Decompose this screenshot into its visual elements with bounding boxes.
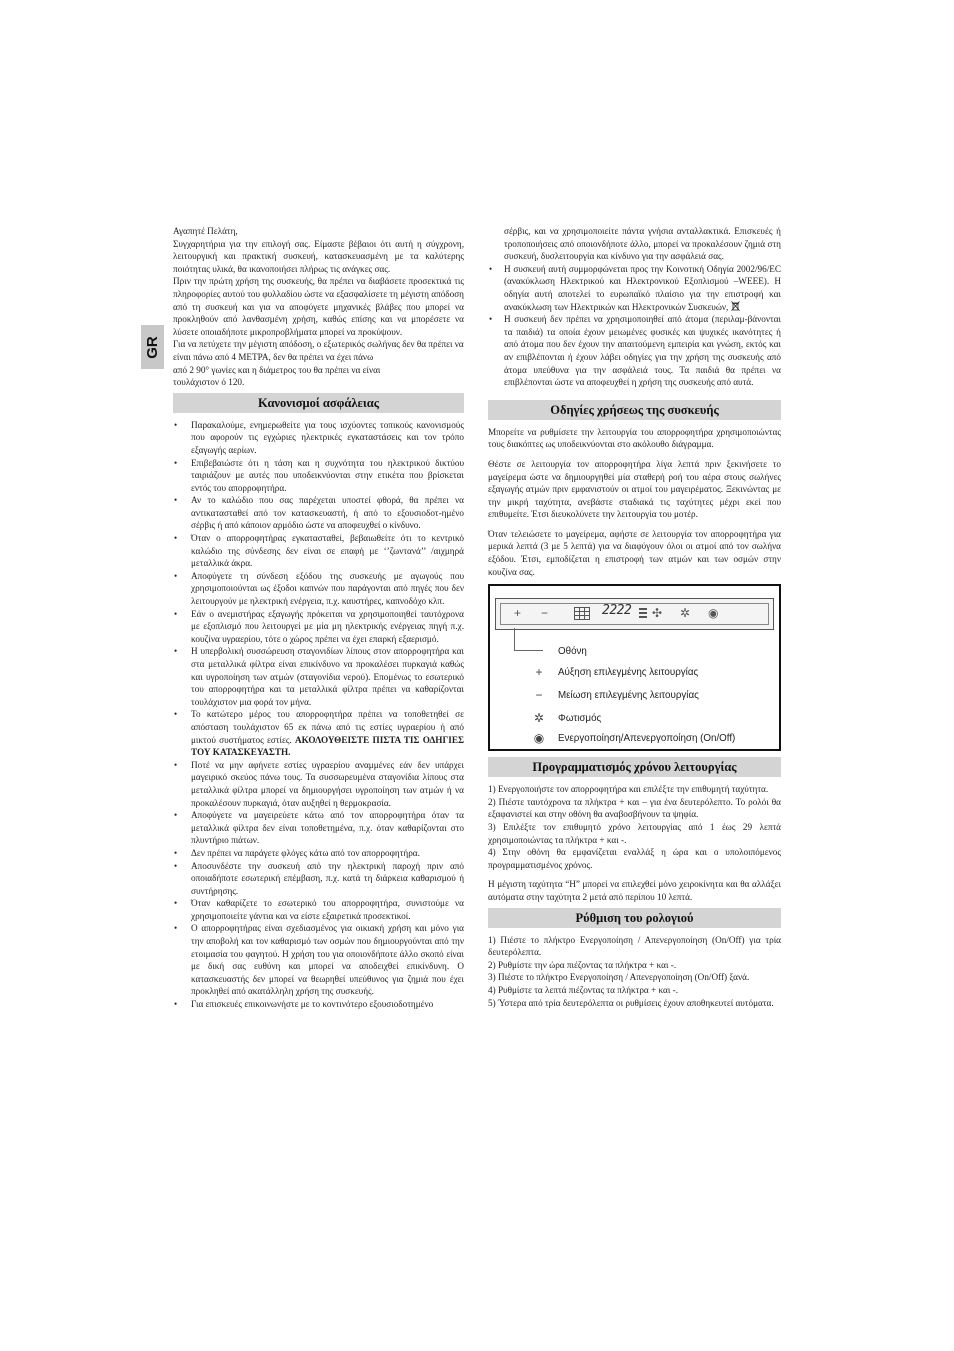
- display-grid-icon: [574, 607, 590, 620]
- safety-item: • Εάν ο ανεμιστήρας εξαγωγής πρόκειται να χρησιμοποιηθεί ταυτόχρονα με εξοπλισμό που λειτουργεί με μία μη ηλεκτρικής ενέργειας πηγή π.χ. κουζίνα υγραερίου, τότε ο χώρος πρέπει να έχει επαρκή εξαερισμό.: [173, 608, 464, 646]
- safety-item: • Αποφύγετε να μαγειρεύετε κάτω από τον απορροφητήρα όταν τα μεταλλικά φίλτρα δεν είναι τοποθετημένα, π.χ. όταν καθαρίζονται στο πλυντήριο πιάτων.: [173, 809, 464, 847]
- timer-step: 1) Ενεργοποιήστε τον απορροφητήρα και επιλέξτε την επιθυμητή ταχύτητα.: [488, 784, 769, 795]
- language-tab: [141, 325, 164, 369]
- light-icon: ✲: [533, 711, 545, 726]
- light-icon: ✲: [680, 606, 691, 621]
- minus-icon: −: [535, 688, 543, 703]
- intro-paragraph-5: τουλάχιστον ό 120.: [173, 377, 245, 388]
- weee-bin-icon: [731, 301, 740, 311]
- safety-item: • Αν το καλώδιο που σας παρέχεται υποστεί φθορά, θα πρέπει να αντικατασταθεί από τον κατασκευαστή, ή από το εξουσιοδοτ-ημένο σέρβις ή από κάποιον αρμόδιο ώστε να αποφευχθεί ο κίνδυνο.: [173, 494, 464, 532]
- safety-heading: Κανονισμοί ασφάλειας: [173, 393, 464, 413]
- legend-display: Οθόνη: [558, 646, 587, 658]
- speed-bars-icon: [639, 607, 647, 620]
- timer-step: 4) Στην οθόνη θα εμφανίζεται εναλλάξ η ώρα και ο υπολοιπόμενος προγραμματισμένος χρόνος.: [488, 847, 781, 870]
- clock-step: 5) Ύστερα από τρία δευτερόλεπτα οι ρυθμίσεις έχουν αποθηκευτεί αυτόματα.: [488, 997, 774, 1008]
- safety-item: • Για επισκευές επικοινωνήστε με το κοντινότερο εξουσιοδοτημένο: [173, 998, 464, 1011]
- usage-heading: Οδηγίες χρήσεως της συσκευής: [488, 400, 781, 420]
- weee-notice: [488, 263, 781, 313]
- timer-heading: Προγραμματισμός χρόνου λειτουργίας: [488, 757, 781, 777]
- usage-paragraph-1: Μπορείτε να ρυθμίσετε την λειτουργία του απορροφητήρα χρησιμοποιώντας τους διακόπτες ως υποδεικνύονται στο ακόλουθο διάγραμμα.: [488, 426, 781, 450]
- safety-item: • Ο απορροφητήρας είναι σχεδιασμένος για οικιακή χρήση και μόνο για την αποβολή και τον καθαρισμό των οσμών που δημιουργούνται από την ετοιμασία του φαγητού. Η χρήση του για οποιονδήποτε άλλο σκοπό είναι με δική σας ευθύνη και μπορεί να αποδειχθεί επικίνδυνη. Ο κατασκευαστής δεν μπορεί να θεωρηθεί υπεύθυνος για ζημιά που έχει προκληθεί από ακατάλληλη χρήση της συσκευής.: [173, 922, 464, 998]
- clock-step: 4) Ρυθμίστε τα λεπτά πιέζοντας τα πλήκτρα + και -.: [488, 984, 678, 995]
- greeting: Αγαπητέ Πελάτη,: [173, 226, 238, 236]
- safety-item: • Αποφύγετε τη σύνδεση εξόδου της συσκευής με αγωγούς που χρησιμοποιούνται ως έξοδοι καπνών που παράγονται από πηγές που δεν λειτουργούν με ηλεκτρική ενέργεια, π.χ. καυστήρες, καπνοδόχο κλπ.: [173, 570, 464, 608]
- safety-item: • Η υπερβολική συσσώρευση σταγονιδίων λίπους στον απορροφητήρα και στα μεταλλικά φίλτρα είναι επικίνδυνο να προκαλέσει πυρκαγιά καθώς και υγροποίηση των ατμών (σταγονίδια νερού). Επομένως το εσωτερικό του απορροφητήρα και τα μεταλλικά φίλτρα πρέπει να καθαρίζονται τουλάχιστον μια φορά τον μήνα.: [173, 645, 464, 708]
- extra-safety-list: [488, 263, 781, 389]
- intro-paragraph-1: Συγχαρητήρια για την επιλογή σας. Είμαστε βέβαιοι ότι αυτή η σύγχρονη, λειτουργική και πρακτική συσκευή, κατασκευασμένη με τα καλύτερης ποιότητας υλικά, θα ικανοποιήσει πλήρως τις ανάγκες σας.: [173, 238, 464, 274]
- safety-item: • Δεν πρέπει να παράγετε φλόγες κάτω από τον απορροφητήρα.: [173, 847, 464, 860]
- legend-power: Ενεργοποίηση/Απενεργοποίηση (On/Off): [558, 733, 736, 745]
- safety-continued: σέρβις, και να χρησιμοποιείτε πάντα γνήσια ανταλλακτικά. Επισκευές ή τροποποιήσεις από οποιονδήποτε άλλο, μπορεί να προκαλέσουν ζημιά στη συσκευή, δυσλειτουργία και κίνδυνο για την ασφάλειά σας.: [504, 226, 781, 262]
- language-tab-label: GR: [144, 335, 161, 359]
- left-column: [173, 225, 464, 1011]
- power-icon: ◉: [533, 731, 545, 746]
- persons-notice: • Η συσκευή δεν πρέπει να χρησιμοποιηθεί από άτομα (περιλαμ-βάνονται τα παιδιά) τα οποία έχουν μειωμένες φυσικές και ψυχικές ικανότητες ή από άτομα που δεν έχουν την απαιτούμενη εμπειρία και γνώση, εκτός και αν επιβλέπονται ή έχουν λάβει οδηγίες για την χρήση της συσκευής από άτομα υπεύθυνα για την ασφάλειά τους. Τα παιδιά θα πρέπει να επιβλέπονται ώστε να αποφευχθεί η χρήση της συσκευής από αυτά.: [488, 313, 781, 389]
- display-pointer-line: [514, 628, 543, 651]
- safety-item: • Επιβεβαιώστε ότι η τάση και η συχνότητα του ηλεκτρικού δικτύου ταιριάζουν με αυτές που υποδεικνύονται στην ετικέτα που βρίσκεται εντός του απορροφητήρα.: [173, 457, 464, 495]
- legend-plus: Αύξηση επιλεγμένης λειτουργίας: [558, 667, 699, 679]
- display-digits: 2222: [602, 603, 632, 619]
- safety-item: • Όταν καθαρίζετε το εσωτερικό του απορροφητήρα, συνιστούμε να χρησιμοποιείτε γάντια και να είστε εξαιρετικά προσεκτικοί.: [173, 897, 464, 922]
- safety-list: [173, 419, 464, 1011]
- clock-step: 1) Πιέστε το πλήκτρο Ενεργοποίηση / Απενεργοποίηση (On/Off) για τρία δευτερόλεπτα.: [488, 934, 781, 958]
- intro-paragraph-3: Για να πετύχετε την μέγιστη απόδοση, ο εξωτερικός σωλήνας δεν θα πρέπει να είναι πάνω από 4 ΜΕΤΡΑ, δεν θα πρέπει να έχει πάνω: [173, 339, 464, 362]
- usage-paragraph-2: Θέστε σε λειτουργία τον απορροφητήρα λίγα λεπτά πριν ξεκινήσετε το μαγείρεμα ώστε να δημιουργηθεί μία σταθερή ροή του αέρα στους σωλήνες εξαγωγής ατμών πριν εμφανιστούν οι ατμοί του μαγειρέματος. Ξεκινώντας με την μικρή ταχύτητα, ανεβάστε σταδιακά τις ταχύτητες μέχρι εκεί που επιθυμείτε. Έτσι διευκολύνετε την λειτουργία του μοτέρ.: [488, 458, 781, 520]
- legend-minus: Μείωση επιλεγμένης λειτουργίας: [558, 690, 699, 702]
- usage-paragraph-3: Όταν τελειώσετε το μαγείρεμα, αφήστε σε λειτουργία τον απορροφητήρα για μερικά λεπτά (3 με 5 λεπτά) για να διαφύγουν όλοι οι ατμοί από τον σωλήνα εξόδου. Έτσι, εμποδίζεται η επιστροφή των ατμών και των οσμών στην κουζίνα σας.: [488, 528, 781, 577]
- power-icon: ◉: [708, 606, 719, 621]
- clock-step: 2) Ρυθμίστε την ώρα πιέζοντας τα πλήκτρα + και -.: [488, 959, 677, 970]
- manufacturer-warning: ΑΚΟΛΟΥΘΕΙΣΤΕ ΠΙΣΤΑ ΤΙΣ ΟΔΗΓΙΕΣ ΤΟΥ ΚΑΤΑΣΚΕΥΑΣΤΗ.: [191, 734, 464, 758]
- timer-note: Η μέγιστη ταχύτητα “H” μπορεί να επιλεχθεί μόνο χειροκίνητα και θα αλλάξει αυτόματα στην ταχύτητα 2 μετά από περίπου 10 λεπτά.: [488, 879, 781, 902]
- clock-step: 3) Πιέστε το πλήκτρο Ενεργοποίηση / Απενεργοποίηση (On/Off) ξανά.: [488, 972, 750, 983]
- fan-icon: ✣: [652, 606, 663, 621]
- legend-light: Φωτισμός: [558, 713, 602, 725]
- control-strip: [495, 598, 774, 630]
- safety-item-text: Το κατώτερο μέρος του απορροφητήρα πρέπει να τοποθετηθεί σε απόσταση τουλάχιστον 65 εκ πάνω από τις εστίες υγραερίου ή από μικτού συστήματος εστίες.: [191, 709, 464, 745]
- safety-item: • Ποτέ να μην αφήνετε εστίες υγραερίου αναμμένες εάν δεν υπάρχει μαγειρικό σκεύος πάνω τους. Τα συσσωρευμένα σταγονίδια λίπους στα μεταλλικά φίλτρα μπορεί να δημιουργήσει υγροποίηση των ατμών ή να προκαλέσουν πυρκαγιά, όταν αυξηθεί η θερμοκρασία.: [173, 759, 464, 809]
- control-panel-diagram: [488, 584, 781, 751]
- safety-item: • Όταν ο απορροφητήρας εγκατασταθεί, βεβαιωθείτε ότι το κεντρικό καλώδιο της σύνδεσης δεν είναι σε επαφή με ‘’ζωντανά’’ /αιχμηρά μεταλλικά άκρα.: [173, 532, 464, 570]
- weee-text: Η συσκευή αυτή συμμορφώνεται προς την Κοινοτική Οδηγία 2002/96/EC (ανακύκλωση Ηλεκτρικού και Ηλεκτρονικού Εξοπλισμού –WEEE). Η οδηγία αυτή αποτελεί το ευρωπαϊκό πλαίσιο για την επιστροφή και ανακύκλωση των Ηλεκτρικών και Ηλεκτρονικών Συσκευών,: [504, 263, 781, 312]
- minus-icon: −: [541, 606, 549, 621]
- plus-icon: +: [535, 665, 543, 680]
- safety-item: • Αποσυνδέστε την συσκευή από την ηλεκτρική παροχή πριν από οποιαδήποτε εσωτερική επέμβαση, π.χ. κατά τη διάρκεια καθαρισμού ή συντήρησης.: [173, 860, 464, 898]
- safety-item: • Παρακαλούμε, ενημερωθείτε για τους ισχύοντες τοπικούς κανονισμούς που αφορούν τις εγχώριες ηλεκτρικές εγκαταστάσεις και τον τρόπο εξαγωγής αερίων.: [173, 419, 464, 457]
- timer-step: 3) Επιλέξτε τον επιθυμητό χρόνο λειτουργίας από 1 έως 29 λεπτά χρησιμοποιώντας τα πλήκτρα + και -.: [488, 822, 781, 845]
- plus-icon: +: [514, 606, 522, 621]
- safety-item-with-warning: [173, 708, 464, 758]
- right-column: [488, 225, 781, 1009]
- clock-heading: Ρύθμιση του ρολογιού: [488, 908, 781, 928]
- timer-step: 2) Πιέστε ταυτόχρονα τα πλήκτρα + και – για ένα δευτερόλεπτο. Το ρολόι θα εξαφανιστεί και στην οθόνη θα αναβοσβήνουν τα ψηφία.: [488, 796, 781, 820]
- intro-paragraph-4: από 2 90° γωνίες και η διάμετρος του θα πρέπει να είναι: [173, 364, 381, 375]
- intro-paragraph-2: Πριν την πρώτη χρήση της συσκευής, θα πρέπει να διαβάσετε προσεκτικά τις πληροφορίες αυτού του φυλλαδίου ώστε να εξασφαλίσετε τη μέγιστη απόδοση από τη συσκευή και για να αποφύγετε μηχανικές βλάβες που μπορεί να προκληθούν από λανθασμένη χρήση, καθώς επίσης και να μπορέσετε να λύσετε οποιαδήποτε μικροπροβλήματα μπορεί να προκύψουν.: [173, 276, 464, 337]
